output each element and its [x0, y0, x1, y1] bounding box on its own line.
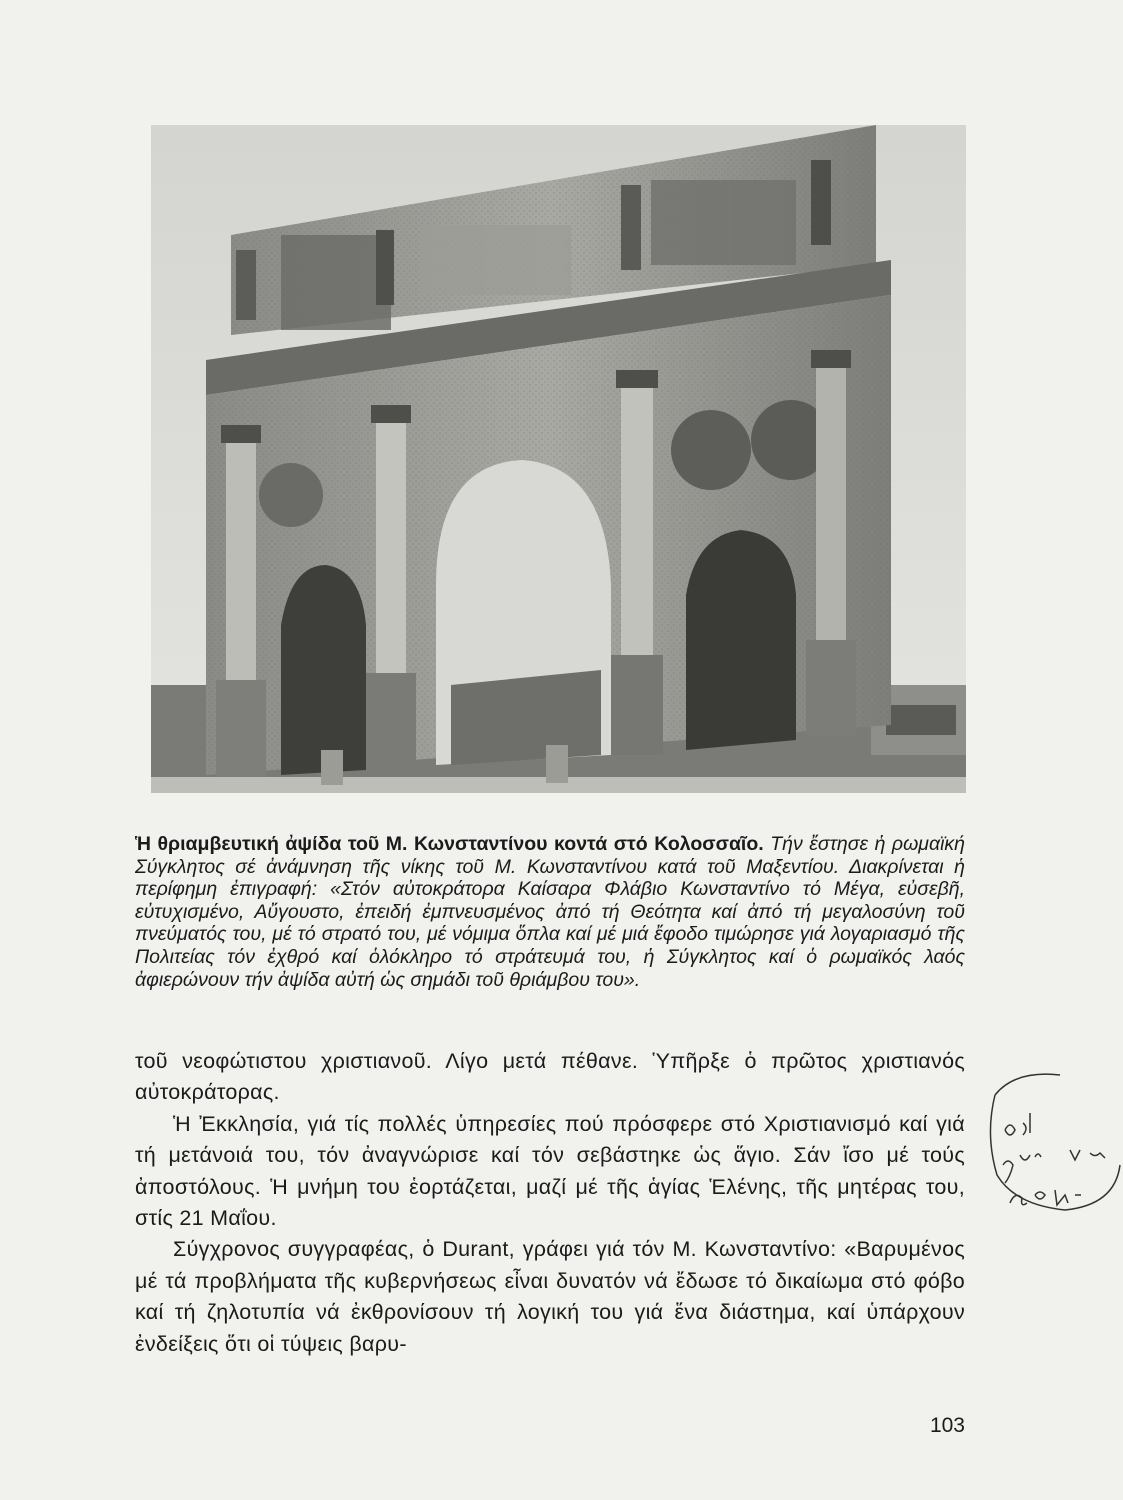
- body-text: [135, 1046, 965, 1360]
- paragraph-1: τοῦ νεοφώτιστου χριστιανοῦ. Λίγο μετά πέθανε. Ὑπῆρξε ὁ πρῶτος χριστιανός αὐτοκράτορας.: [135, 1049, 965, 1105]
- page-number: 103: [929, 1414, 965, 1437]
- handwritten-margin-note: [975, 1065, 1123, 1215]
- photo-caption: [135, 833, 965, 991]
- arch-of-constantine-photo: [151, 125, 966, 793]
- paragraph-3: Σύγχρονος συγγραφέας, ὁ Durant, γράφει γιά τόν Μ. Κωνσταντίνο: «Βαρυμένος μέ τά προβλήματα τῆς κυβερνήσεως εἶναι δυνατόν νά ἔδωσε τό δικαίωμα στό φόβο καί τή ζηλοτυπία νά ἐκθρονίσουν τή λογική του γιά ἕνα διάστημα, καί ὑπάρχουν ἐνδείξεις ὅτι οἱ τύψεις βαρυ-: [135, 1237, 965, 1356]
- caption-text: Τήν ἔστησε ἡ ρωμαϊκή Σύγκλητος σέ ἀνάμνηση τῆς νίκης τοῦ Μ. Κωνσταντίνου κατά τοῦ Μαξεντίου. Διακρίνεται ἡ περίφημη ἐπιγραφή: «Στόν αὐτοκράτορα Καίσαρα Φλάβιο Κωνσταντίνο τό Μέγα, εὐσεβῆ, εὐτυχισμένο, Αὔγουστο, ἐπειδή ἐμπνευσμένος ἀπό τή Θεότητα καί ἀπό τή μεγαλοσύνη τοῦ πνεύματός του, μέ τό στρατό του, μέ νόμιμα ὅπλα καί μέ μιά ἔφοδο τιμώρησε γιά λογαριασμό τῆς Πολιτείας τόν ἐχθρό καί ὁλόκληρο τό στράτευμά του, ἡ Σύγκλητος καί ὁ ρωμαϊκός λαός ἀφιερώνουν τήν ἀψίδα αὐτή ὡς σημάδι τοῦ θριάμβου του».: [135, 833, 965, 991]
- caption-title: Ἡ θριαμβευτική ἀψίδα τοῦ Μ. Κωνσταντίνου κοντά στό Κολοσσαῖο.: [135, 833, 764, 855]
- paragraph-2: Ἡ Ἐκκλησία, γιά τίς πολλές ὑπηρεσίες πού πρόσφερε στό Χριστιανισμό καί γιά τή μετάνοιά του, τόν ἀναγνώρισε καί τόν σεβάστηκε ὡς ἅγιο. Σάν ἴσο μέ τούς ἀποστόλους. Ἡ μνήμη του ἑορτάζεται, μαζί μέ τῆς ἁγίας Ἑλένης, τῆς μητέρας του, στίς 21 Μαΐου.: [135, 1111, 965, 1231]
